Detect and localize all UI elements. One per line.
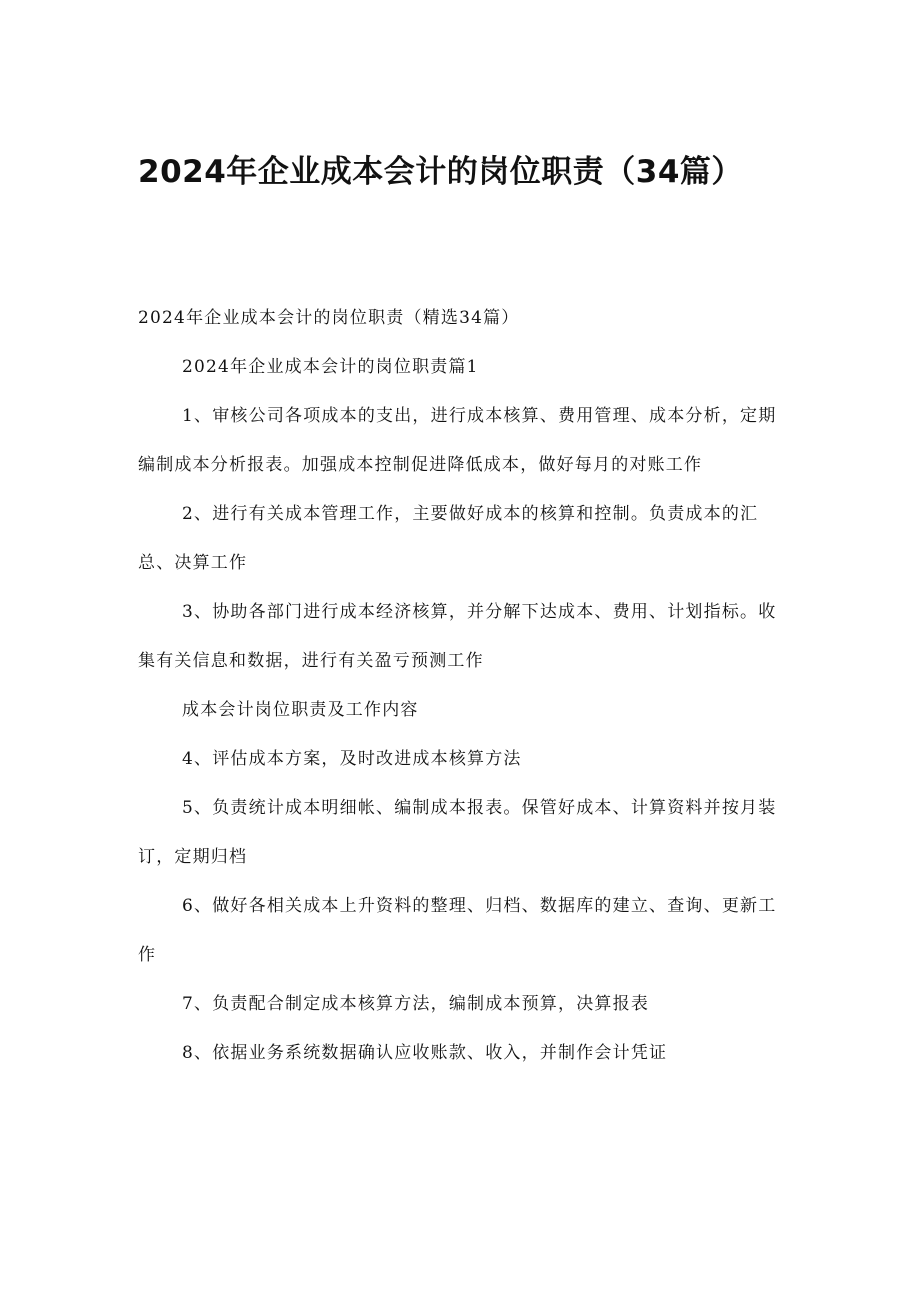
section-heading: 2024年企业成本会计的岗位职责篇1: [182, 357, 479, 377]
paragraph-lead: 2024年企业成本会计的岗位职责（精选34篇）: [138, 308, 520, 328]
paragraph-item-5: 5、负责统计成本明细帐、编制成本报表。保管好成本、计算资料并按月装订，定期归档: [138, 798, 777, 867]
document-title: 2024年企业成本会计的岗位职责（34篇）: [138, 154, 743, 190]
document-body: [138, 294, 783, 1078]
paragraph-subtitle: 成本会计岗位职责及工作内容: [182, 700, 419, 720]
paragraph-item-8: 8、依据业务系统数据确认应收账款、收入，并制作会计凭证: [182, 1043, 668, 1063]
paragraph-item-7: 7、负责配合制定成本核算方法，编制成本预算，决算报表: [182, 994, 650, 1014]
paragraph-item-3: 3、协助各部门进行成本经济核算，并分解下达成本、费用、计划指标。收集有关信息和数据，进行有关盈亏预测工作: [138, 602, 777, 671]
paragraph-item-1: 1、审核公司各项成本的支出，进行成本核算、费用管理、成本分析，定期编制成本分析报表。加强成本控制促进降低成本，做好每月的对账工作: [138, 406, 777, 475]
paragraph-item-2: 2、进行有关成本管理工作，主要做好成本的核算和控制。负责成本的汇总、决算工作: [138, 504, 759, 573]
paragraph-item-6: 6、做好各相关成本上升资料的整理、归档、数据库的建立、查询、更新工作: [138, 896, 777, 965]
paragraph-item-4: 4、评估成本方案，及时改进成本核算方法: [182, 749, 522, 769]
